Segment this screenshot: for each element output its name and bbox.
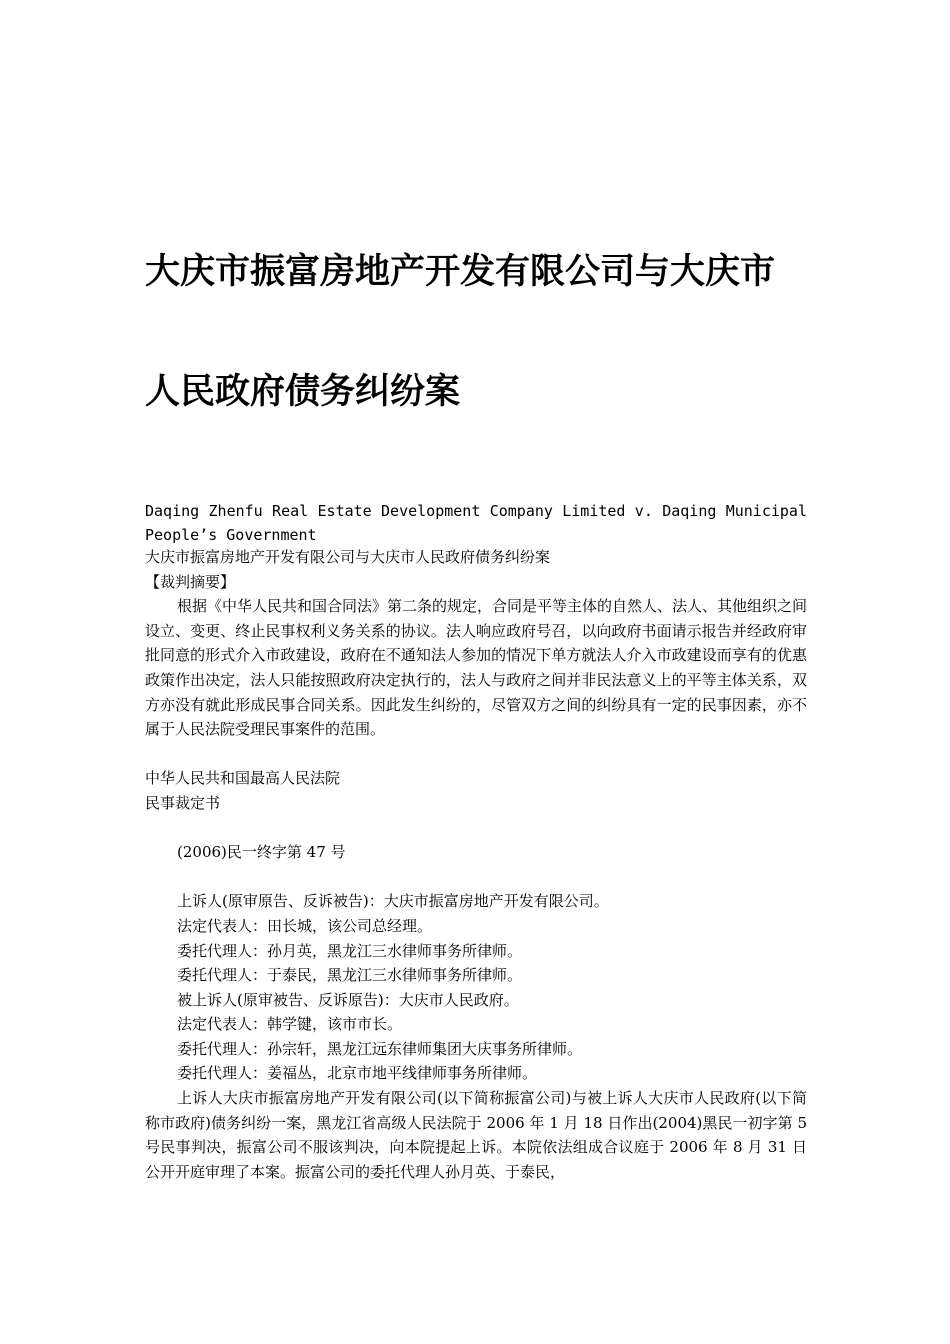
- party-line: 法定代表人：韩学键，该市市长。: [177, 1015, 403, 1034]
- party-line: 委托代理人：孙月英，黑龙江三水律师事务所律师。: [177, 941, 523, 960]
- party-line: 委托代理人：于泰民，黑龙江三水律师事务所律师。: [177, 966, 523, 985]
- party-line: 委托代理人：姜福丛，北京市地平线律师事务所律师。: [177, 1064, 538, 1083]
- party-line: 委托代理人：孙宗轩，黑龙江远东律师集团大庆事务所律师。: [177, 1039, 583, 1058]
- document-title-line-2: 人民政府债务纠纷案: [145, 371, 461, 412]
- chinese-case-title: 大庆市振富房地产开发有限公司与大庆市人民政府债务纠纷案: [145, 548, 551, 566]
- document-title-line-1: 大庆市振富房地产开发有限公司与大庆市: [145, 251, 776, 292]
- spacer: [145, 742, 807, 767]
- case-number: (2006)民一终字第 47 号: [177, 843, 346, 862]
- summary-heading: 【裁判摘要】: [145, 572, 236, 591]
- party-line: 上诉人(原审原告、反诉被告)：大庆市振富房地产开发有限公司。: [177, 892, 609, 911]
- party-line: 法定代表人：田长城，该公司总经理。: [177, 916, 433, 935]
- english-title: Daqing Zhenfu Real Estate Development Company Limited v. Daqing Municipal People’s Government: [145, 502, 807, 544]
- party-line: 被上诉人(原审被告、反诉原告)：大庆市人民政府。: [177, 990, 519, 1009]
- spacer: [145, 816, 807, 841]
- court-name: 中华人民共和国最高人民法院: [145, 769, 341, 788]
- summary-paragraph: 根据《中华人民共和国合同法》第二条的规定，合同是平等主体的自然人、法人、其他组织之间设立、变更、终止民事权利义务关系的协议。法人响应政府号召，以向政府书面请示报告并经政府审批同意的形式介入市政建设，政府在不通知法人参加的情况下单方就法人介入市政建设而享有的优惠政策作出决定，法人只能按照政府决定执行的，法人与政府之间并非民法意义上的平等主体关系，双方亦没有就此形成民事合同关系。因此发生纠纷的，尽管双方之间的纠纷具有一定的民事因素，亦不属于人民法院受理民事案件的范围。: [145, 597, 808, 739]
- procedure-paragraph: 上诉人大庆市振富房地产开发有限公司(以下简称振富公司)与被上诉人大庆市人民政府(以下简称市政府)债务纠纷一案，黑龙江省高级人民法院于 2006 年 1 月 18 日作出(2004)黑民一初字第 5 号民事判决，振富公司不服该判决，向本院提起上诉。本院依法组成合议庭于 2006 年 8 月 31 日公开开庭审理了本案。振富公司的委托代理人孙月英、于泰民，: [145, 1089, 807, 1181]
- spacer: [145, 865, 807, 890]
- document-type: 民事裁定书: [145, 793, 221, 812]
- document-body: [145, 545, 807, 1184]
